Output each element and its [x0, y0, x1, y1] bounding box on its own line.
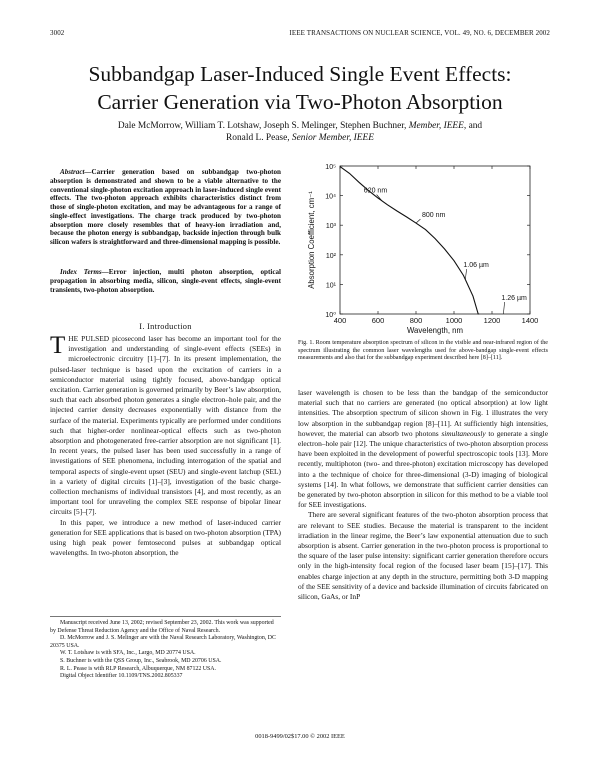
- author-membership-2: Senior Member, IEEE: [291, 133, 374, 143]
- paper-title: [0, 60, 600, 116]
- intro-column: [50, 334, 281, 558]
- page-number: 3002: [50, 29, 65, 37]
- y-tick-label: 10⁰: [325, 312, 336, 319]
- authors-line-1: Dale McMorrow, William T. Lotshaw, Joseph S. Melinger, Stephen Buchner,: [117, 121, 409, 131]
- author-membership-1: Member, IEEE: [408, 121, 464, 131]
- intro-para-2: In this paper, we introduce a new method of laser-induced carrier generation for SEE applications that is based on two-photon absorption (TPA) using high peak power femtosecond pulses at subbandgap optical wavelengths. In two-photon absorption, the: [50, 517, 281, 558]
- index-terms-text: Error injection, multi photon absorption, optical propagation in absorbing media, silicon, single-event effects, single-event transients, two-photon absorption.: [50, 268, 281, 294]
- authors-line-2: Ronald L. Pease,: [226, 133, 292, 143]
- col2-para-1-b: to generate a single electron–hole pair [12]. The unique characteristics of two-photon absorption process have been exploited in the development of powerful spectroscopic tools [13]. More recently, multiphoton (two- and three-photon) excitation microscopy has developed into a the technique of choice for three-dimensional (3-D) imaging of biological systems [14]. In what follows, we demonstrate that sufficient carrier densities can be generated by two-photon absorption in silicon for this method to be a viable tool for SEE investigations.: [298, 428, 549, 510]
- y-tick-label: 10³: [325, 223, 336, 231]
- col2-para-1-italic: simultaneously: [441, 428, 486, 438]
- footnote-2: W. T. Lotshaw is with SFA, Inc., Largo, MD 20774 USA.: [60, 650, 196, 657]
- footnote-3: S. Buchner is with the QSS Group, Inc., Seabrook, MD 20706 USA.: [60, 657, 222, 664]
- title-line-1: Subbandgap Laser-Induced Single Event Effects:: [88, 62, 512, 86]
- footnote-4: R. L. Pease is with RLP Research, Albuquerque, NM 87122 USA.: [60, 665, 217, 672]
- absorption-curve: [340, 167, 479, 314]
- x-axis-label: Wavelength, nm: [406, 326, 464, 335]
- title-line-2: Carrier Generation via Two-Photon Absorption: [97, 90, 503, 114]
- y-tick-label: 10¹: [325, 282, 336, 290]
- wavelength-annotation: 800 nm: [422, 212, 446, 220]
- col2-para-1: [298, 388, 548, 510]
- journal-header: IEEE TRANSACTIONS ON NUCLEAR SCIENCE, VOL. 49, NO. 6, DECEMBER 2002: [289, 29, 550, 37]
- y-axis-label: Absorption Coefficient, cm⁻¹: [307, 191, 316, 289]
- intro-lead: HE PULSED: [68, 334, 110, 343]
- footnote-1: D. McMorrow and J. S. Melinger are with the Naval Research Laboratory, Washington, DC 20375 USA.: [50, 635, 276, 649]
- col2-para-2: There are several significant features of the two-photon absorption process that are relevant to SEE studies. Because the material is transparent to the incident irradiation in the linear regime, the Beer’s law exponential attenuation due to such absorption is absent. Carrier generation in the two-photon process is proportional to the square of the laser pulse intensity: significant carrier generation therefore occurs only in the high-intensity focal region of the focused laser beam [15]–[17]. This enables charge injection at any depth in the structure, permitting both 3-D mapping of the SEE sensitivity of a device and backside illumination of circuits fabricated on silicon, GaAs, or InP: [298, 510, 548, 602]
- intro-para-1: picosecond laser has become an important tool for the investigation and understanding of single-event effects (SEEs) in microelectronic circuitry [1]–[7]. In its present implementation, the pulsed-laser technique is based upon the excitation of carriers in a semiconductor material using tightly focused, above-bandgap optical excitation. Carrier generation is governed primarily by Beer’s law absorption, such that each absorbed photon generates a single electron–hole pair, and the injected carrier density decreases exponentially with distance from the surface of the material. Experiments typically are performed under conditions such that higher-order nonlinear-optical effects such as two-photon absorption and photogenerated free-carrier absorption are not significant [1]. In recent years, the pulsed laser has been used successfully in a range of investigations of SEE phenomena, including interrogation of the spatial and temporal aspects of single-event upset (SEU) and single-event latchup (SEL) in a variety of digital circuits [1]–[3], investigation of the basic charge-collection mechanisms of individual transistors [4], and most recently, as an important tool for unraveling the complex SEE response of bipolar linear circuits [5]–[7].: [50, 334, 282, 517]
- annotation-leader: [465, 269, 466, 279]
- col2-para-1-a: laser wavelength is chosen to be less than the bandgap of the semiconductor material such that no carriers are generated (no optical absorption) at low light intensities. The absorption spectrum of silicon shown in Fig. 1 illustrates the very low absorption in the subbandgap region [8]–[11]. At sufficiently high intensities, however, the material can absorb two photons: [298, 388, 548, 438]
- abstract-label: Abstract—: [60, 168, 92, 176]
- x-tick-label: 600: [371, 316, 385, 325]
- footnote-received: Manuscript received June 13, 2002; revised September 23, 2002. This work was supported by Defense Threat Reduction Agency and the Office of Naval Research.: [50, 620, 274, 634]
- authors-line-1-end: , and: [463, 121, 483, 131]
- index-terms-label: Index Terms—: [60, 268, 109, 276]
- x-tick-label: 1200: [483, 316, 501, 325]
- x-tick-label: 800: [409, 316, 423, 325]
- x-tick-label: 1400: [521, 316, 539, 325]
- wavelength-annotation: 1.26 µm: [501, 295, 527, 302]
- footnotes: [50, 616, 281, 681]
- copyright-footer: 0018-9499/02$17.00 © 2002 IEEE: [255, 733, 345, 740]
- y-tick-label: 10²: [325, 252, 336, 260]
- drop-cap: T: [50, 332, 66, 359]
- annotation-leader: [503, 302, 504, 314]
- abstract: [50, 168, 281, 247]
- author-list: [0, 120, 600, 144]
- abstract-text: Carrier generation based on subbandgap two-photon absorption is demonstrated and shown to be a viable alternative to the conventional single-photon excitation approach in laser-induced single event effects. The two-photon approach exhibits characteristics distinct from those of single-photon excitation, and may be advantageous for a range of single-effect investigations. The charge track produced by two-photon absorption more closely resembles that of heavy-ion irradiation and, because the photon energy is subbandgap, backside injection through bulk silicon wafers is straightforward and three-dimensional mapping is possible.: [50, 168, 281, 246]
- annotation-leader: [416, 219, 420, 223]
- x-tick-label: 400: [333, 316, 347, 325]
- wavelength-annotation: 620 nm: [363, 187, 388, 195]
- figure-caption: Fig. 1. Room temperature absorption spectrum of silicon in the visible and near-infrared region of the spectrum illustrating the common laser wavelengths used for above-bandgap single-event effects measurements and also that for the subbandgap experiment described here [8]–[11].: [298, 340, 548, 361]
- footnote-doi: Digital Object Identifier 10.1109/TNS.2002.805337: [60, 673, 183, 680]
- index-terms: [50, 268, 281, 294]
- wavelength-annotation: 1.06 µm: [463, 262, 489, 270]
- x-tick-label: 1000: [445, 316, 463, 325]
- right-column: [298, 388, 548, 602]
- absorption-chart: [298, 158, 548, 336]
- y-tick-label: 10⁵: [325, 164, 336, 171]
- y-tick-label: 10⁴: [325, 193, 336, 201]
- section-title: I. Introduction: [139, 322, 192, 331]
